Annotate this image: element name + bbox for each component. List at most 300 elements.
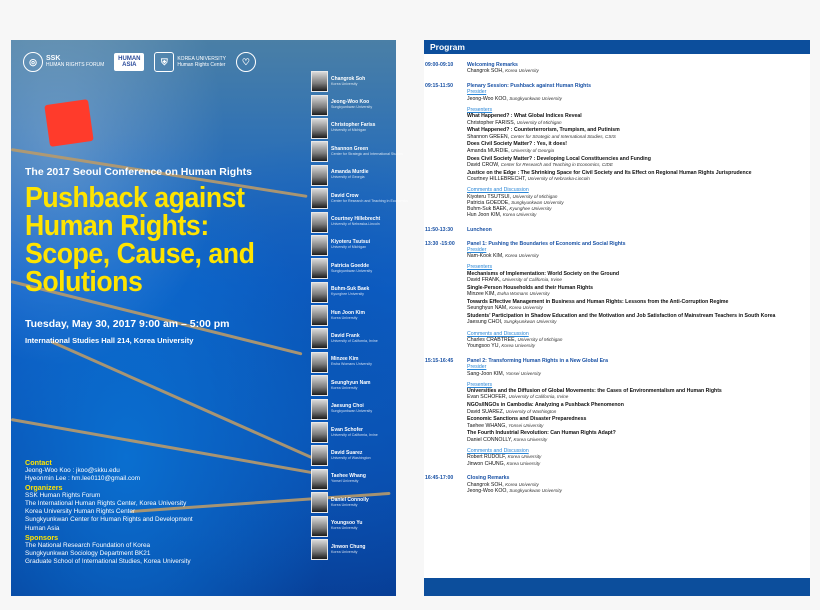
speaker-affiliation: Sungkyunkwan University: [331, 105, 373, 110]
speaker-item: [311, 468, 395, 491]
speaker-affiliation: Korea University: [331, 526, 358, 531]
speaker-photo: [311, 399, 328, 420]
person-line: [467, 409, 810, 415]
session-group: [467, 331, 810, 350]
speaker-affiliation: University of Michigan: [331, 128, 367, 133]
session-body: [467, 475, 810, 495]
separator: ,: [524, 175, 528, 182]
program-item: [467, 454, 810, 467]
person-affiliation: Korea University: [506, 460, 541, 466]
person-name: Jeong-Woo KOO: [467, 488, 507, 495]
separator: ,: [508, 147, 512, 154]
person-affiliation: Sungkyunkwan University: [511, 199, 564, 205]
session-title: Closing Remarks: [467, 475, 510, 482]
speaker-photo: [311, 212, 328, 233]
talk-title: Does Civil Society Matter? : Yes, it does!: [467, 141, 567, 148]
separator: ,: [506, 95, 510, 102]
speaker-name: Daniel Connolly: [331, 496, 369, 503]
session-title: Panel 1: Pushing the Boundaries of Economic and Social Rights: [467, 240, 626, 247]
speaker-affiliation: University of California, Irvine: [331, 432, 378, 437]
session-group: [467, 448, 810, 467]
session-time: 09:00-09:10: [425, 62, 454, 68]
speaker-name: Jaesung Choi: [331, 403, 364, 410]
speaker-text: [331, 147, 403, 157]
sungkyunkwan-center-logo: [236, 52, 259, 72]
person-affiliation: University of California, Irvine: [508, 394, 569, 400]
person-name: David CROW: [467, 161, 498, 168]
speaker-affiliation: University of Washington: [331, 455, 371, 460]
speaker-item: [311, 93, 395, 116]
title-line: Pushback against: [25, 182, 245, 214]
speaker-photo: [311, 258, 328, 279]
separator: ,: [505, 422, 509, 429]
speaker-text: [331, 240, 370, 250]
speaker-affiliation: Sungkyunkwan University: [331, 268, 373, 273]
speaker-name: Seunghyun Nam: [331, 379, 371, 386]
session-row: [424, 358, 810, 468]
contact-line: Jeong-Woo Koo : jkoo@skku.edu: [25, 467, 120, 474]
event-venue: International Studies Hall 214, Korea University: [25, 336, 194, 345]
program-item: [467, 337, 810, 350]
speaker-item: [311, 234, 395, 257]
contact-heading: Contact: [25, 458, 52, 467]
program-item: [467, 299, 810, 312]
speaker-photo: [311, 352, 328, 373]
program-item: [467, 402, 810, 415]
separator: ,: [502, 370, 506, 377]
sponsor-line: Sungkyunkwan Sociology Department BK21: [25, 549, 151, 557]
person-affiliation: Korea University: [513, 436, 548, 442]
person-affiliation: Korea University: [505, 253, 539, 259]
separator: ,: [508, 199, 512, 206]
speaker-text: [331, 545, 365, 555]
session-row: [424, 241, 810, 351]
person-affiliation: Korea University: [509, 305, 543, 311]
session-body: [467, 227, 810, 233]
person-name: Youngsoo YU: [467, 343, 499, 350]
speaker-photo: [311, 305, 328, 326]
group-label: Presenters: [467, 264, 493, 271]
session-time: 09:15-11:50: [425, 83, 453, 90]
person-name: Changrok SOH: [467, 481, 503, 488]
separator: ,: [506, 488, 510, 495]
separator: ,: [514, 336, 518, 343]
event-date: Tuesday, May 30, 2017 9:00 am – 5:00 pm: [25, 318, 230, 330]
session-group: [467, 89, 810, 102]
poster-title: [25, 184, 292, 296]
program-item: [467, 253, 810, 259]
korea-university-logo: ⛨ KOREA UNIVERSITY Human Rights Center: [154, 52, 226, 72]
person-name: Evan SCHOFER: [467, 394, 506, 401]
rope-decoration: [50, 340, 325, 465]
session-body: [467, 358, 810, 468]
talk-title: Mechanisms of Implementation: World Society on the Ground: [467, 270, 620, 277]
person-line: [467, 162, 810, 168]
person-name: Robert RUDOLF: [467, 454, 505, 461]
person-line: [467, 212, 810, 218]
talk-title: What Happened? : Counterterrorism, Trumpism, and Putinism: [467, 127, 620, 134]
person-name: Changrok SOH: [467, 68, 503, 75]
speaker-item: [311, 164, 395, 187]
speaker-name: Changrok Soh: [331, 75, 366, 82]
person-name: David SUAREZ: [467, 408, 503, 415]
speaker-name: Evan Schofer: [331, 426, 363, 433]
ssk-logo: ◎ SSK HUMAN RIGHTS FORUM: [23, 52, 104, 72]
conference-name: The 2017 Seoul Conference on Human Rights: [25, 166, 252, 178]
group-label: Presenters: [467, 106, 493, 113]
organizer-line: Sungkyunkwan Center for Human Rights and Development: [25, 516, 193, 524]
person-line: [467, 461, 810, 467]
speaker-text: [331, 123, 375, 133]
talk-title: Economic Sanctions and Disaster Preparedness: [467, 416, 587, 423]
person-name: David FRANK: [467, 277, 500, 284]
speaker-item: [311, 538, 395, 561]
person-affiliation: University of Michigan: [516, 119, 562, 125]
program-item: [467, 127, 810, 140]
person-name: Kiyoteru TSUTSUI: [467, 193, 510, 200]
program-item: [467, 141, 810, 154]
shield-icon: ⛨: [154, 52, 174, 72]
speaker-photo: [311, 375, 328, 396]
separator: ,: [499, 277, 503, 284]
person-affiliation: Center for Strategic and International Studies, CSIS: [510, 133, 616, 139]
session-list: [424, 62, 810, 503]
session-group: [467, 382, 810, 443]
separator: ,: [501, 319, 504, 326]
person-line: [467, 437, 810, 443]
speaker-affiliation: Center for Strategic and International Studies: [331, 151, 403, 156]
person-name: Jeong-Woo KOO: [467, 95, 507, 102]
speaker-name: Taehee Whang: [331, 473, 366, 480]
speaker-text: [331, 77, 365, 87]
speaker-name: Hun Joon Kim: [331, 309, 365, 316]
speaker-text: [331, 428, 378, 438]
session-time: 15:15-16:45: [425, 357, 454, 364]
title-line: Human Rights:: [25, 210, 209, 242]
program-footer-bar: [424, 578, 810, 596]
group-label: Presenters: [467, 381, 493, 388]
speaker-photo: [311, 95, 328, 116]
person-affiliation: University of Michigan: [512, 193, 558, 199]
person-name: Daniel CONNOLLY: [467, 436, 511, 443]
speaker-name: Christopher Fariss: [331, 122, 376, 129]
speaker-item: [311, 514, 395, 537]
red-patch-decoration: [44, 99, 93, 147]
session-body: [467, 241, 810, 351]
person-name: Christopher FARISS: [467, 119, 514, 126]
title-line: Scope, Cause, and: [25, 238, 255, 270]
person-affiliation: Korea University: [507, 454, 542, 460]
program-item: [467, 430, 810, 443]
organizer-line: Human Asia: [25, 524, 60, 532]
program-item: [467, 482, 810, 495]
speaker-text: [331, 521, 362, 531]
person-affiliation: University of Michigan: [517, 336, 563, 342]
program-item: [467, 170, 810, 183]
separator: ,: [499, 212, 503, 219]
speaker-text: [331, 334, 378, 344]
speaker-affiliation: Korea University: [331, 315, 358, 320]
group-label: Comments and Discussion: [467, 187, 529, 194]
speaker-affiliation: Korea University: [331, 502, 358, 507]
speaker-text: [331, 100, 372, 110]
program-item: [467, 113, 810, 126]
speaker-affiliation: Ewha Womans University: [331, 362, 372, 367]
person-line: [467, 343, 810, 349]
program-item: [467, 96, 810, 102]
speaker-photo: [311, 71, 328, 92]
program-item: [467, 388, 810, 401]
session-group: [467, 68, 810, 74]
separator: ,: [503, 460, 507, 467]
person-line: [467, 253, 810, 259]
speaker-list: [311, 70, 409, 561]
session-group: [467, 187, 810, 218]
speaker-photo: [311, 235, 328, 256]
speaker-photo: [311, 141, 328, 162]
person-line: [467, 148, 810, 154]
speaker-item: [311, 491, 395, 514]
program-item: [467, 416, 810, 429]
speaker-name: Kiyoteru Tsutsui: [331, 239, 371, 246]
speaker-text: [331, 194, 408, 204]
speaker-photo: [311, 492, 328, 513]
session-group: [467, 482, 810, 495]
organizer-line: Korea University Human Rights Center: [25, 508, 136, 516]
sponsor-line: The National Research Foundation of Korea: [25, 541, 151, 549]
separator: ,: [494, 291, 498, 298]
speaker-affiliation: University of Georgia: [331, 175, 365, 180]
speaker-photo: [311, 118, 328, 139]
speaker-affiliation: Kyunghee University: [331, 292, 364, 297]
person-affiliation: Korea University: [505, 68, 539, 74]
speaker-name: David Frank: [331, 332, 360, 339]
program-item: [467, 156, 810, 169]
person-affiliation: Korea University: [502, 212, 537, 218]
speaker-item: [311, 70, 395, 93]
speaker-item: [311, 210, 395, 233]
person-line: [467, 371, 810, 377]
speaker-name: Patricia Goedde: [331, 262, 370, 269]
separator: ,: [507, 133, 511, 140]
person-line: [467, 305, 810, 311]
speaker-name: Shannon Green: [331, 145, 369, 152]
session-group: [467, 264, 810, 325]
speaker-item: [311, 397, 395, 420]
speaker-item: [311, 327, 395, 350]
session-title: Welcoming Remarks: [467, 62, 518, 68]
person-affiliation: University of Georgia: [511, 147, 555, 153]
separator: ,: [502, 481, 506, 488]
group-label: Presider: [467, 246, 487, 253]
session-row: [424, 83, 810, 220]
human-asia-logo: HUMAN ASIA: [114, 53, 144, 71]
speaker-affiliation: University of Michigan: [331, 245, 367, 250]
speaker-name: David Suarez: [331, 449, 363, 456]
person-line: [467, 319, 810, 325]
speaker-item: [311, 187, 409, 210]
speaker-text: [331, 311, 365, 321]
session-time: 11:50-13:30: [425, 227, 453, 234]
speaker-text: [331, 287, 369, 297]
speaker-photo: [311, 469, 328, 490]
speaker-text: [331, 217, 380, 227]
talk-title: Single-Person Households and their Human Rights: [467, 284, 593, 291]
person-line: [467, 394, 810, 400]
speaker-name: Jinwon Chung: [331, 543, 366, 550]
group-label: Presider: [467, 364, 487, 371]
separator: ,: [510, 436, 514, 443]
speaker-text: [331, 451, 371, 461]
session-group: [467, 107, 810, 182]
speaker-photo: [311, 539, 328, 560]
program-header: Program: [424, 40, 810, 54]
contact-line: Hyeonmin Lee : hm.lee0110@gmail.com: [25, 475, 141, 483]
speaker-text: [331, 264, 372, 274]
person-line: [467, 68, 810, 74]
person-affiliation: Sungkyunkwan University: [509, 488, 562, 494]
person-affiliation: University of Nebraska-Lincoln: [527, 175, 590, 181]
session-title: Plenary Session: Pushback against Human Rights: [467, 83, 591, 90]
speaker-item: [311, 140, 403, 163]
program-item: [467, 194, 810, 219]
separator: ,: [502, 408, 506, 415]
session-title: Panel 2: Transforming Human Rights in a New Global Era: [467, 357, 608, 364]
speaker-photo: [311, 445, 328, 466]
group-label: Comments and Discussion: [467, 330, 529, 337]
person-line: [467, 291, 810, 297]
speaker-photo: [311, 188, 328, 209]
speaker-text: [331, 381, 370, 391]
program-item: [467, 313, 810, 326]
globe-icon: ◎: [23, 52, 43, 72]
person-name: Minzee KIM: [467, 291, 495, 298]
person-affiliation: Korea University: [501, 343, 536, 349]
speaker-text: [331, 404, 372, 414]
person-affiliation: Ewha Womans University: [497, 291, 550, 297]
person-affiliation: Korea University: [505, 481, 539, 487]
person-affiliation: Kyunghee University: [509, 206, 552, 212]
person-name: Courtney HILLEBRECHT: [467, 175, 525, 182]
person-name: Hun Joon KIM: [467, 212, 500, 219]
session-row: [424, 475, 810, 495]
speaker-photo: [311, 328, 328, 349]
program-panel: [424, 40, 810, 596]
person-name: Buhm-Suk BAEK: [467, 206, 507, 213]
speaker-name: Buhm-Suk Baek: [331, 286, 370, 293]
person-affiliation: Yonsei University: [505, 370, 541, 376]
speaker-affiliation: Sungkyunkwan University: [331, 409, 373, 414]
speaker-photo: [311, 282, 328, 303]
speaker-affiliation: Korea University: [331, 549, 358, 554]
speaker-affiliation: Center for Research and Teaching in Economics: [331, 198, 409, 203]
person-line: [467, 134, 810, 140]
speaker-affiliation: University of Nebraska-Lincoln: [331, 222, 380, 227]
person-affiliation: Center for Research and Teaching in Economics, CIDE: [500, 161, 613, 167]
separator: ,: [498, 343, 502, 350]
speaker-text: [331, 498, 369, 508]
speaker-name: David Crow: [331, 192, 359, 199]
speaker-item: [311, 444, 395, 467]
separator: ,: [506, 206, 510, 213]
person-name: Sang-Joon KIM: [467, 370, 503, 377]
person-line: [467, 423, 810, 429]
session-title: Luncheon: [467, 227, 492, 234]
session-body: [467, 62, 810, 76]
talk-title: Universities and the Diffusion of Global Movements: the Cases of Environmentalism and Human Rights: [467, 388, 722, 395]
talk-title: Students' Participation in Shadow Education and the Motivation and Job Satisfaction of Mainstream Teachers in South Korea: [467, 313, 776, 319]
talk-title: Justice on the Edge : The Shrinking Space for Civil Society and Its Effect on Regional Human Rights Jurisprudence: [467, 169, 752, 176]
session-time: 13:30 -15:00: [425, 240, 455, 247]
person-name: Shannon GREEN: [467, 133, 508, 140]
talk-title: Does Civil Society Matter? : Developing Local Constituencies and Funding: [467, 155, 651, 162]
talk-title: Towards Effective Management in Business and Human Rights: Lessons from the Anti-Corruption Regime: [467, 298, 729, 305]
separator: ,: [505, 394, 509, 401]
speaker-photo: [311, 516, 328, 537]
person-affiliation: University of Washington: [505, 408, 557, 414]
sponsors-heading: Sponsors: [25, 532, 59, 542]
organizers-heading: Organizers: [25, 483, 63, 493]
person-name: Jaesung CHOI: [467, 319, 502, 326]
person-line: [467, 120, 810, 126]
speaker-text: [331, 170, 369, 180]
speaker-item: [311, 374, 395, 397]
speaker-affiliation: Yonsei University: [331, 479, 359, 484]
group-label: Comments and Discussion: [467, 448, 529, 455]
speaker-name: Minzee Kim: [331, 356, 359, 363]
person-line: [467, 277, 810, 283]
session-group: [467, 247, 810, 260]
speaker-affiliation: Korea University: [331, 385, 358, 390]
separator: ,: [502, 253, 506, 260]
speaker-name: Jeong-Woo Koo: [331, 99, 370, 106]
speaker-text: [331, 357, 372, 367]
person-line: [467, 488, 810, 494]
speaker-text: [331, 474, 366, 484]
speaker-item: [311, 281, 395, 304]
speaker-item: [311, 351, 395, 374]
program-item: [467, 371, 810, 377]
heart-icon: ♡: [236, 52, 256, 72]
group-label: Presider: [467, 89, 487, 96]
session-group: [467, 364, 810, 377]
program-item: [467, 68, 810, 74]
organizer-line: The International Human Rights Center, Korea University: [25, 500, 187, 508]
separator: ,: [504, 454, 508, 461]
session-row: [424, 227, 810, 233]
sponsor-line: Graduate School of International Studies, Korea University: [25, 557, 191, 565]
person-name: Jinwon CHUNG: [467, 460, 504, 467]
session-row: [424, 62, 810, 76]
talk-title: NGOs/INGOs in Cambodia: Analyzing a Pushback Phenomenon: [467, 402, 624, 409]
person-name: Charles CRABTREE: [467, 336, 515, 343]
program-item: [467, 285, 810, 298]
speaker-item: [311, 304, 395, 327]
person-name: Seunghyun NAM: [467, 305, 507, 312]
sponsor-logos: [23, 52, 259, 72]
title-line: Solutions: [25, 266, 143, 298]
speaker-affiliation: University of California, Irvine: [331, 338, 378, 343]
session-time: 16:45-17:00: [425, 475, 454, 482]
separator: ,: [513, 119, 517, 126]
person-line: [467, 176, 810, 182]
session-body: [467, 83, 810, 220]
speaker-item: [311, 117, 395, 140]
separator: ,: [509, 193, 513, 200]
speaker-item: [311, 421, 395, 444]
organizer-line: SSK Human Rights Forum: [25, 492, 101, 500]
program-item: [467, 271, 810, 284]
